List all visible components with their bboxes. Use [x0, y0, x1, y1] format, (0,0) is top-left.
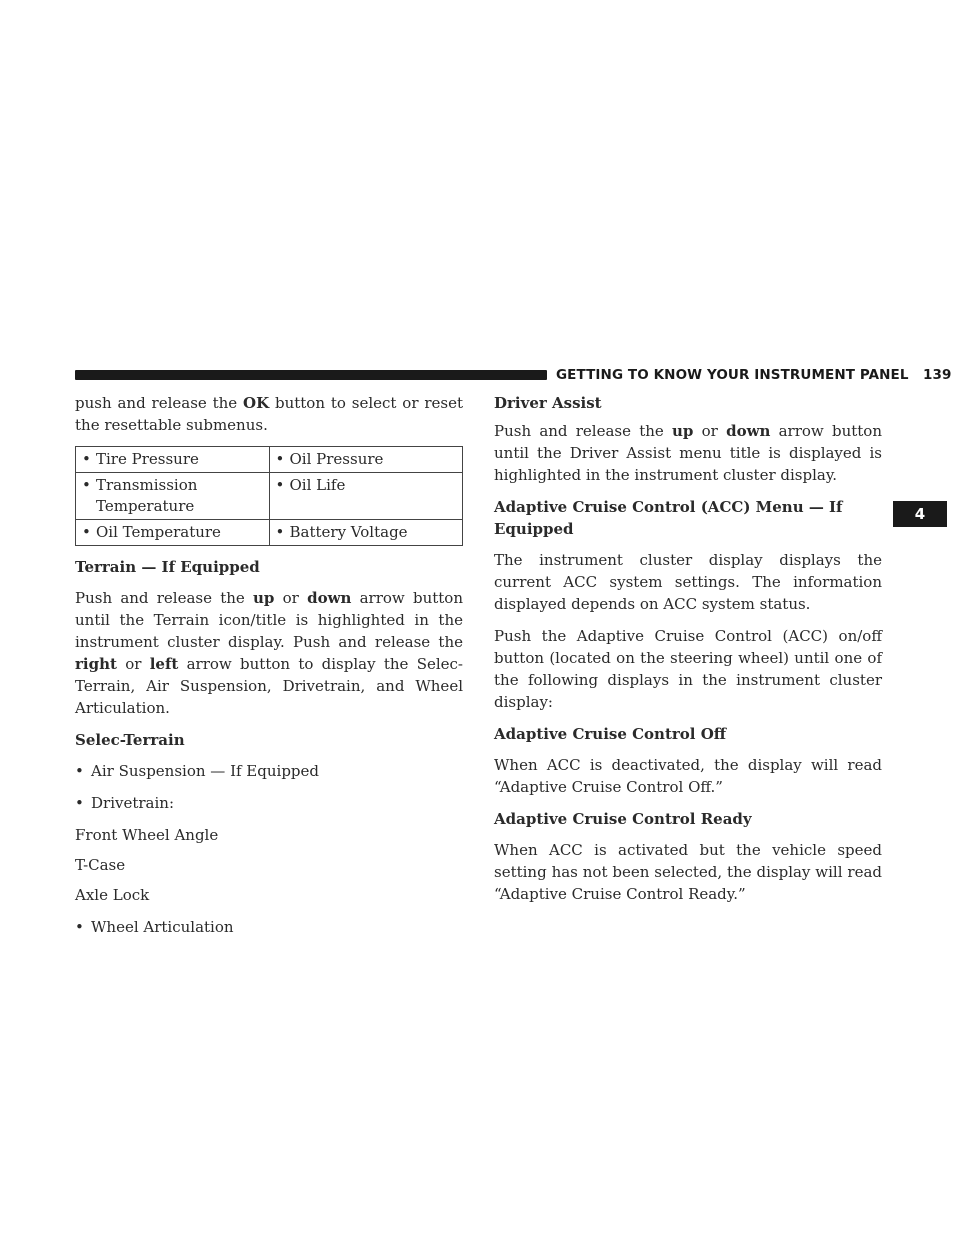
driver-assist-heading: Driver Assist	[494, 394, 602, 412]
list-item: Front Wheel Angle	[75, 826, 219, 844]
left-column	[75, 392, 463, 948]
table-cell: Oil Life	[289, 476, 346, 494]
ok-button-term: OK	[243, 394, 270, 412]
bullet-icon: •	[275, 523, 285, 541]
table-cell: Oil Pressure	[289, 450, 384, 468]
header-rule	[75, 370, 547, 380]
bullet-icon: •	[75, 794, 84, 812]
list-item: • Drivetrain:	[75, 794, 174, 812]
acc-paragraph-1: The instrument cluster display displays the current ACC system settings. The information displayed depends on ACC system status.	[494, 551, 882, 613]
acc-off-heading: Adaptive Cruise Control Off	[494, 725, 727, 743]
right-column	[494, 392, 882, 915]
list-item: T-Case	[75, 856, 126, 874]
submenu-table	[75, 446, 463, 546]
acc-ready-heading: Adaptive Cruise Control Ready	[494, 810, 752, 828]
bullet-icon: •	[275, 476, 285, 494]
table-cell: Battery Voltage	[289, 523, 408, 541]
terrain-paragraph: Push and release the up or down arrow button until the Terrain icon/title is highlighted in the instrument cluster display. Push and release the right or left arrow button to display the Selec-Terrain, Air Suspension, Drivetrain, and Wheel Articulation.	[75, 589, 463, 717]
chapter-tab: 4	[893, 501, 947, 527]
list-item: • Air Suspension — If Equipped	[75, 762, 320, 780]
intro-paragraph	[75, 392, 463, 436]
acc-menu-heading: Adaptive Cruise Control (ACC) Menu — If Equipped	[494, 498, 843, 538]
bullet-icon: •	[75, 918, 84, 936]
table-cell: Tire Pressure	[96, 450, 199, 468]
table-row	[76, 447, 463, 473]
list-item: Axle Lock	[75, 886, 150, 904]
section-title: GETTING TO KNOW YOUR INSTRUMENT PANEL	[556, 367, 909, 383]
terrain-bullet-list	[75, 760, 463, 814]
table-row	[76, 473, 463, 520]
bullet-icon: •	[275, 450, 285, 468]
acc-paragraph-2: Push the Adaptive Cruise Control (ACC) on/off button (located on the steering wheel) until one of the following displays in the instrument cluster display:	[494, 627, 882, 711]
bullet-icon: •	[75, 762, 84, 780]
acc-ready-paragraph: When ACC is activated but the vehicle speed setting has not been selected, the display will read “Adaptive Cruise Control Ready.”	[494, 841, 882, 903]
list-item: • Wheel Articulation	[75, 918, 234, 936]
bullet-icon: •	[82, 450, 91, 468]
bullet-icon: •	[82, 523, 91, 541]
table-cell: Oil Temperature	[96, 523, 221, 541]
table-row	[76, 520, 463, 546]
page-number: 139	[922, 367, 952, 383]
terrain-heading: Terrain — If Equipped	[75, 558, 260, 576]
selec-terrain-heading: Selec-Terrain	[75, 731, 185, 749]
bullet-icon: •	[82, 476, 91, 494]
acc-off-paragraph: When ACC is deactivated, the display will read “Adaptive Cruise Control Off.”	[494, 756, 882, 796]
intro-text-2: button to select or reset the resettable submenus.	[75, 394, 463, 434]
table-cell: Transmission Temperature	[96, 476, 198, 515]
intro-text-1: push and release the	[75, 394, 244, 412]
running-header	[556, 367, 952, 383]
driver-assist-paragraph: Push and release the up or down arrow button until the Driver Assist menu title is displayed is highlighted in the instrument cluster display.	[494, 422, 882, 484]
